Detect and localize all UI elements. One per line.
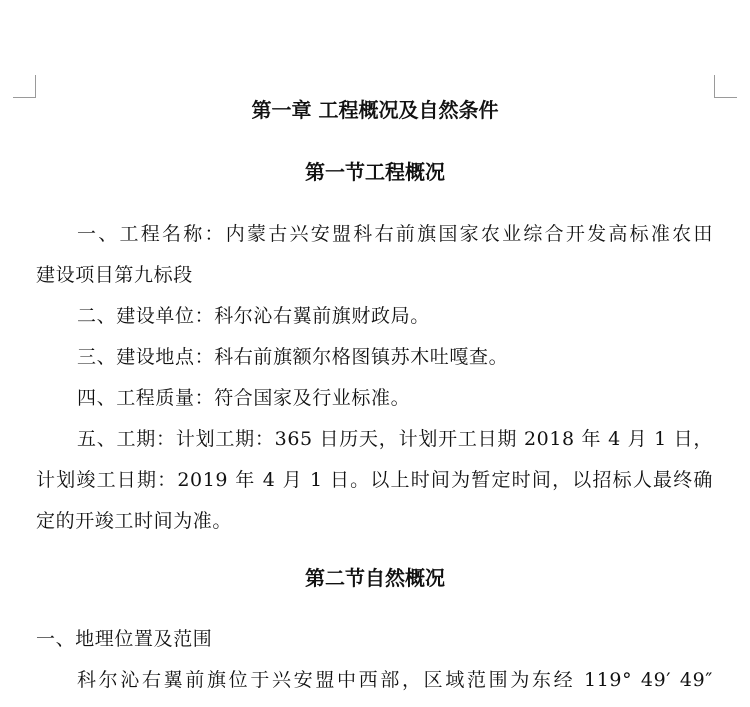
section-title-natural-overview: 第二节自然概况 — [305, 566, 445, 590]
item-construction-unit: 二、建设单位：科尔沁右翼前旗财政局。 — [77, 305, 430, 327]
paragraph-location-line1: 科尔沁右翼前旗位于兴安盟中西部，区域范围为东经 119° 49′ 49″ — [77, 669, 713, 691]
item-project-name-line1: 一、工程名称：内蒙古兴安盟科右前旗国家农业综合开发高标准农田 — [77, 223, 713, 245]
subsection-title-location: 一、地理位置及范围 — [36, 628, 213, 650]
crop-mark-top-right — [714, 75, 737, 98]
item-schedule-line2: 计划竣工日期：2019 年 4 月 1 日。以上时间为暂定时间，以招标人最终确 — [36, 469, 713, 491]
item-project-quality: 四、工程质量：符合国家及行业标准。 — [77, 387, 411, 409]
item-construction-site: 三、建设地点：科右前旗额尔格图镇苏木吐嘎查。 — [77, 346, 509, 368]
section-title-engineering-overview: 第一节工程概况 — [305, 160, 445, 184]
item-project-name-line2: 建设项目第九标段 — [36, 264, 193, 286]
chapter-title: 第一章 工程概况及自然条件 — [251, 98, 499, 122]
item-schedule-line3: 定的开竣工时间为准。 — [36, 510, 233, 532]
item-schedule-line1: 五、工期：计划工期：365 日历天，计划开工日期 2018 年 4 月 1 日， — [77, 428, 713, 450]
crop-mark-top-left — [13, 75, 36, 98]
